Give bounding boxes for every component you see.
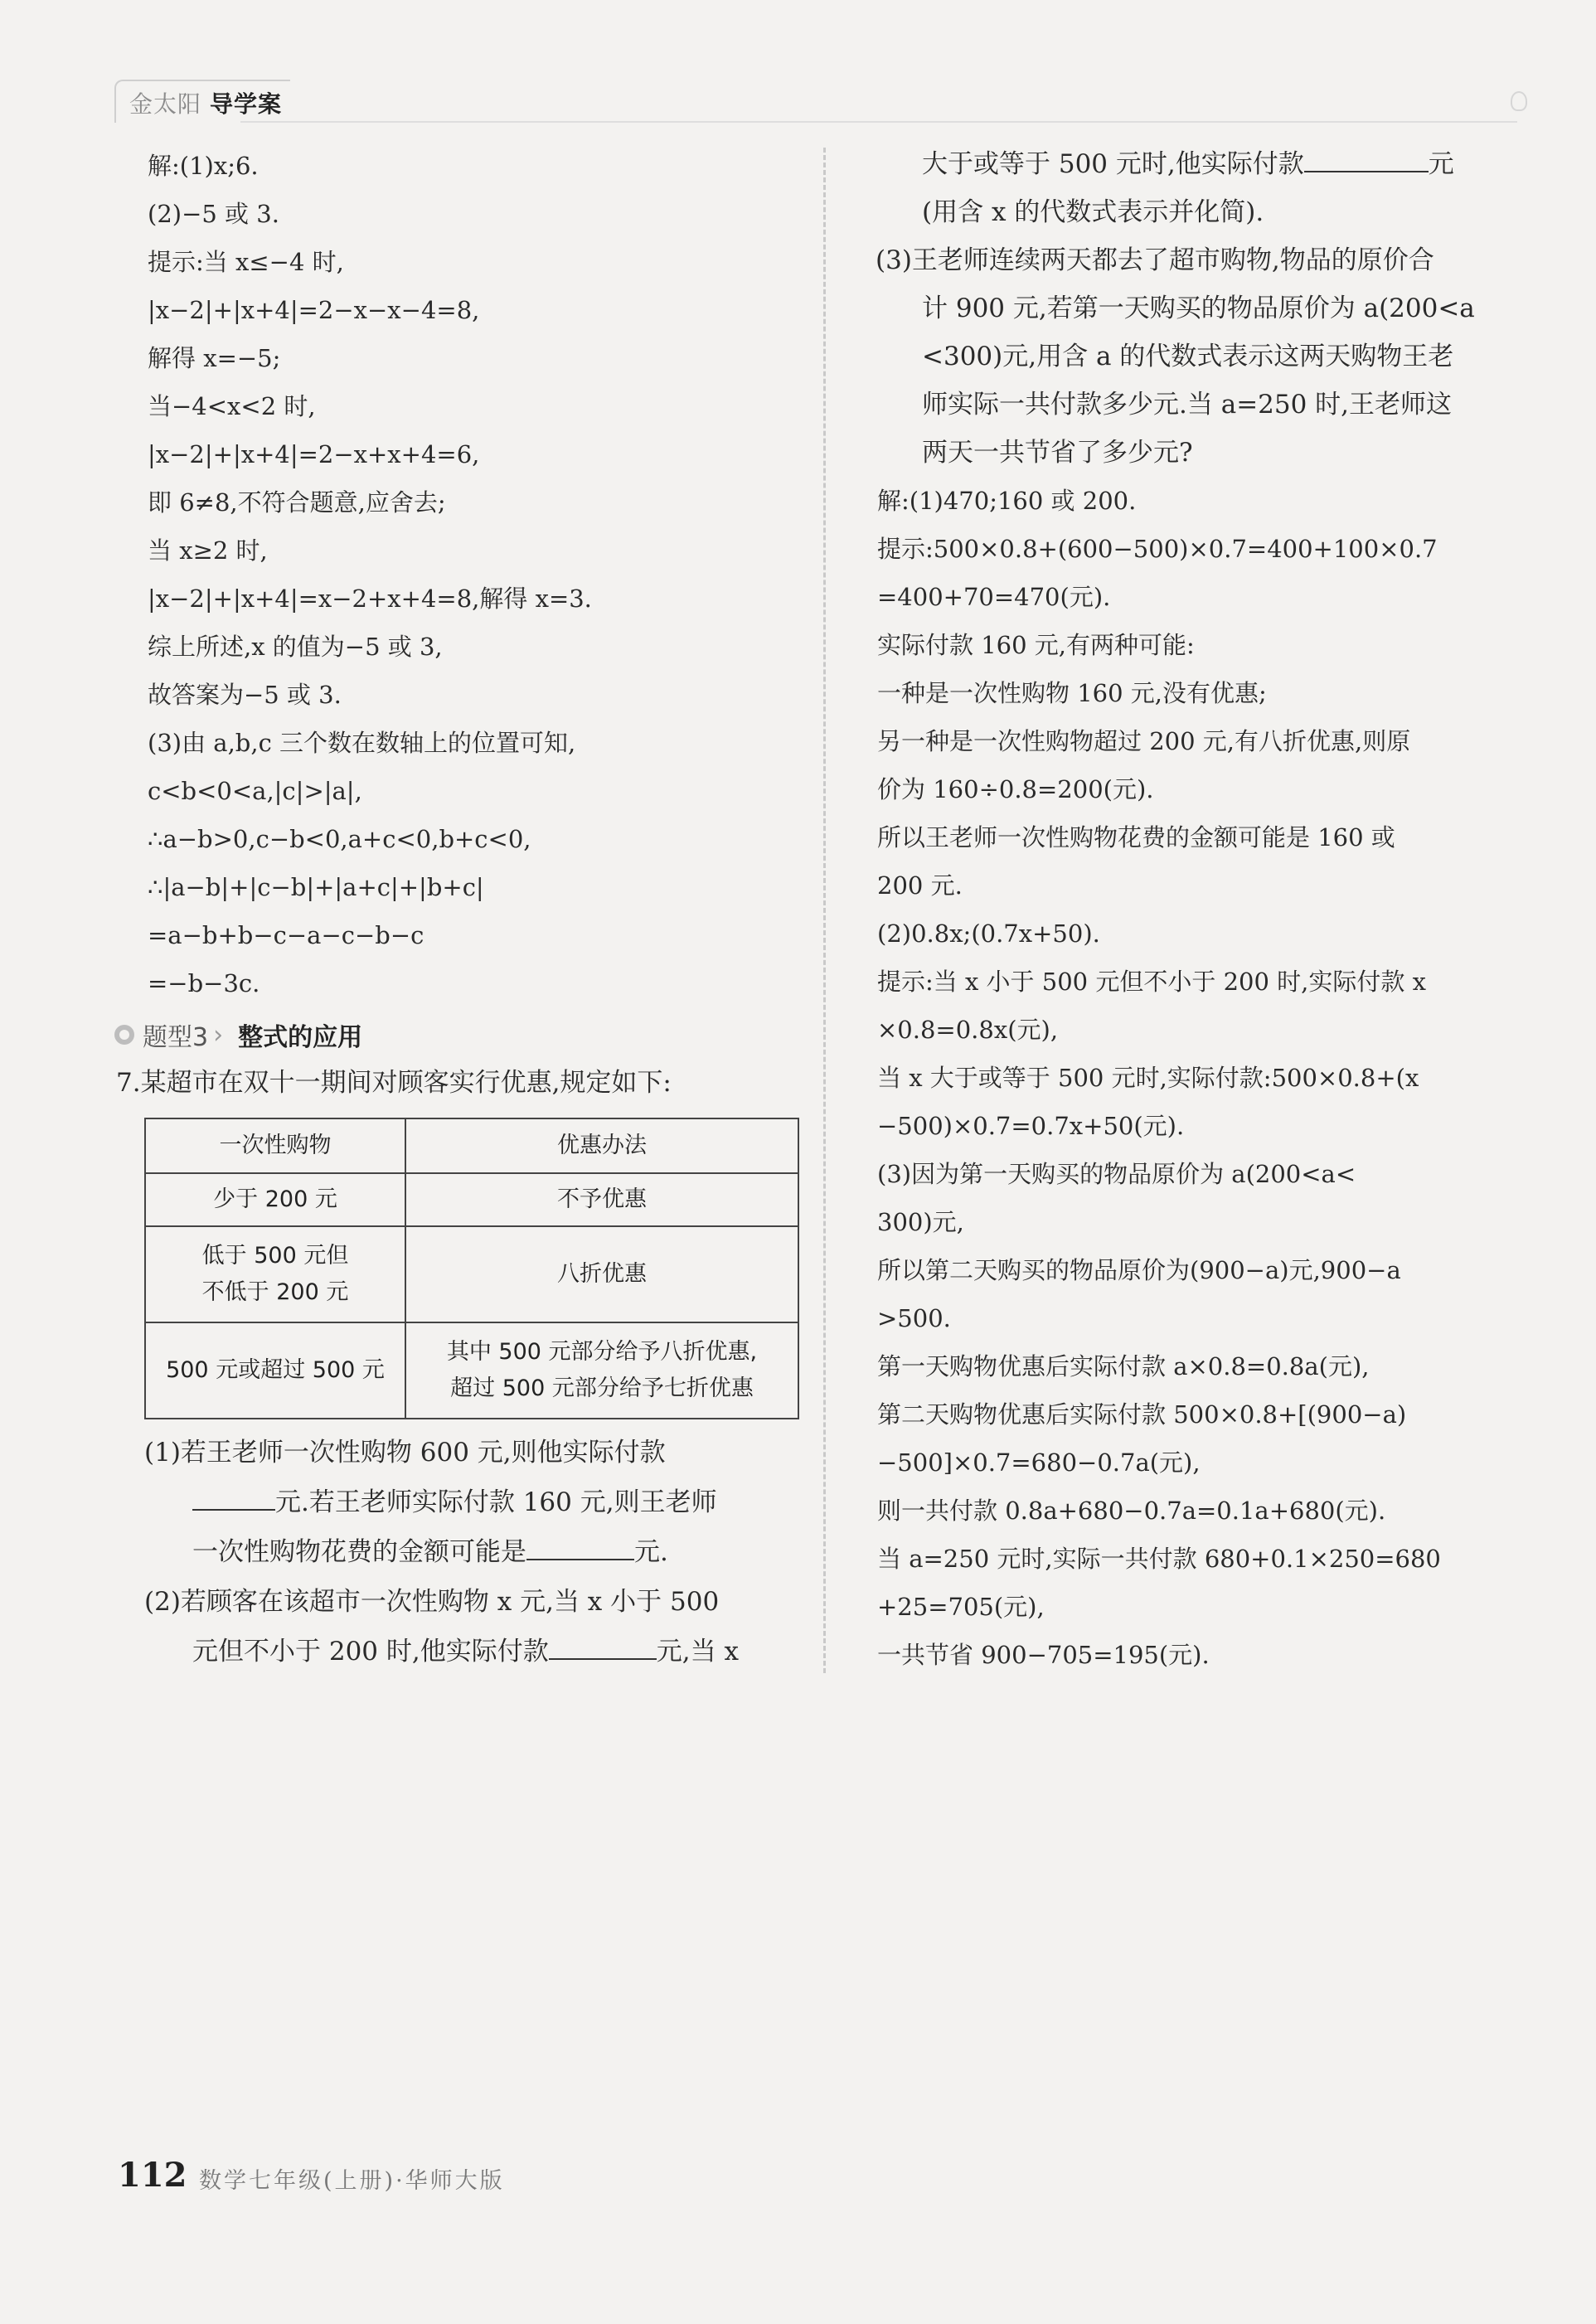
question-line: (2)若顾客在该超市一次性购物 x 元,当 x 小于 500 xyxy=(144,1587,720,1617)
solution-line: 所以第二天购买的物品原价为(900−a)元,900−a xyxy=(877,1256,1401,1284)
question-text: 一次性购物花费的金额可能是 xyxy=(192,1537,526,1567)
solution-line: ∴|a−b|+|c−b|+|a+c|+|b+c| xyxy=(148,873,484,901)
series-name: 导学案 xyxy=(210,90,283,118)
solution-line: +25=705(元), xyxy=(877,1593,1045,1621)
solution-line: 故答案为−5 或 3. xyxy=(148,681,342,709)
question-line xyxy=(922,148,1454,181)
table-cell: 500 元或超过 500 元 xyxy=(145,1322,405,1419)
solution-line: 当 x 大于或等于 500 元时,实际付款:500×0.8+(x xyxy=(877,1064,1419,1092)
question-line: (用含 x 的代数式表示并化简). xyxy=(922,197,1264,227)
solution-line: =a−b+b−c−a−c−b−c xyxy=(148,921,424,949)
question-text: 大于或等于 500 元时,他实际付款 xyxy=(922,149,1304,179)
table-cell: 不予优惠 xyxy=(405,1173,798,1226)
table-cell: 低于 500 元但 不低于 200 元 xyxy=(145,1226,405,1322)
section-icon xyxy=(114,1025,134,1045)
brand-logo xyxy=(114,80,290,123)
solution-line: 解得 x=−5; xyxy=(148,344,281,372)
answer-blank[interactable] xyxy=(526,1536,634,1560)
answer-blank[interactable] xyxy=(549,1635,657,1660)
solution-line: (2)0.8x;(0.7x+50). xyxy=(877,919,1100,948)
question-text: 元,当 x xyxy=(656,1637,739,1667)
answer-blank[interactable] xyxy=(192,1486,275,1511)
solution-line: −500)×0.7=0.7x+50(元). xyxy=(877,1112,1185,1140)
solution-line: >500. xyxy=(877,1304,951,1332)
solution-line: |x−2|+|x+4|=x−2+x+4=8,解得 x=3. xyxy=(148,585,592,613)
solution-line: ∴a−b>0,c−b<0,a+c<0,b+c<0, xyxy=(148,825,531,853)
question-text: 元但不小于 200 时,他实际付款 xyxy=(192,1637,549,1667)
table-row xyxy=(145,1226,798,1322)
page-header xyxy=(114,80,290,123)
solution-line: c<b<0<a,|c|>|a|, xyxy=(148,777,362,805)
table-cell: 少于 200 元 xyxy=(145,1173,405,1226)
solution-line: 提示:500×0.8+(600−500)×0.7=400+100×0.7 xyxy=(877,535,1438,563)
table-row xyxy=(145,1173,798,1226)
section-heading xyxy=(114,1013,362,1056)
solution-line: 提示:当 x≤−4 时, xyxy=(148,248,344,276)
section-title: 整式的应用 xyxy=(238,1023,363,1052)
table-header: 一次性购物 xyxy=(145,1118,405,1173)
column-divider xyxy=(823,148,826,1673)
solution-line: |x−2|+|x+4|=2−x+x+4=6, xyxy=(148,440,480,468)
bulb-icon xyxy=(1511,91,1527,111)
brand-name: 金太阳 xyxy=(129,90,202,118)
question-text: 元.若王老师实际付款 160 元,则王老师 xyxy=(275,1487,717,1517)
question-line: <300)元,用含 a 的代数式表示这两天购物王老 xyxy=(922,342,1454,371)
solution-line: =−b−3c. xyxy=(148,969,260,997)
solution-line: |x−2|+|x+4|=2−x−x−4=8, xyxy=(148,296,480,324)
solution-line: 当−4<x<2 时, xyxy=(148,392,316,420)
solution-line: 解:(1)x;6. xyxy=(148,152,259,180)
table-cell: 八折优惠 xyxy=(405,1226,798,1322)
solution-line: 实际付款 160 元,有两种可能: xyxy=(877,631,1195,659)
question-line: (3)王老师连续两天都去了超市购物,物品的原价合 xyxy=(876,245,1434,275)
question-line: 计 900 元,若第一天购买的物品原价为 a(200<a xyxy=(922,294,1475,323)
solution-line: 解:(1)470;160 或 200. xyxy=(877,487,1137,515)
solution-line: 提示:当 x 小于 500 元但不小于 200 时,实际付款 x xyxy=(877,968,1426,996)
problem-stem: 7.某超市在双十一期间对顾客实行优惠,规定如下: xyxy=(116,1068,672,1098)
solution-line: 综上所述,x 的值为−5 或 3, xyxy=(148,633,443,661)
solution-line: (3)因为第一天购买的物品原价为 a(200<a< xyxy=(877,1160,1356,1188)
question-text: 元. xyxy=(634,1537,668,1567)
solution-line: 即 6≠8,不符合题意,应舍去; xyxy=(148,488,446,517)
answer-blank[interactable] xyxy=(1304,148,1429,172)
discount-table xyxy=(144,1118,799,1419)
book-title: 数学七年级(上册)·华师大版 xyxy=(199,2168,505,2194)
solution-line: ×0.8=0.8x(元), xyxy=(877,1016,1059,1044)
chevron-right-icon: › xyxy=(213,1020,224,1050)
section-label: 题型3 xyxy=(143,1023,209,1052)
question-line xyxy=(192,1536,668,1569)
table-cell: 其中 500 元部分给予八折优惠, 超过 500 元部分给予七折优惠 xyxy=(405,1322,798,1419)
solution-line: 则一共付款 0.8a+680−0.7a=0.1a+680(元). xyxy=(877,1497,1386,1525)
solution-line: 200 元. xyxy=(877,871,963,900)
solution-line: 所以王老师一次性购物花费的金额可能是 160 或 xyxy=(877,823,1395,851)
question-line xyxy=(192,1486,717,1519)
solution-line: −500]×0.7=680−0.7a(元), xyxy=(877,1448,1201,1477)
solution-line: (3)由 a,b,c 三个数在数轴上的位置可知, xyxy=(148,729,576,757)
question-line: 师实际一共付款多少元.当 a=250 时,王老师这 xyxy=(922,390,1453,420)
question-line xyxy=(192,1635,739,1668)
solution-line: 第一天购物优惠后实际付款 a×0.8=0.8a(元), xyxy=(877,1352,1370,1380)
question-line: (1)若王老师一次性购物 600 元,则他实际付款 xyxy=(144,1438,666,1468)
solution-line: 一种是一次性购物 160 元,没有优惠; xyxy=(877,679,1267,707)
question-line: 两天一共节省了多少元? xyxy=(922,438,1193,468)
question-text: 元 xyxy=(1428,149,1454,179)
solution-line: 300)元, xyxy=(877,1208,964,1236)
page-number: 112 xyxy=(118,2156,187,2195)
solution-line: 当 a=250 元时,实际一共付款 680+0.1×250=680 xyxy=(877,1545,1441,1573)
solution-line: 当 x≥2 时, xyxy=(148,536,268,565)
solution-line: 价为 160÷0.8=200(元). xyxy=(877,775,1154,803)
solution-line: (2)−5 或 3. xyxy=(148,200,279,228)
solution-line: 另一种是一次性购物超过 200 元,有八折优惠,则原 xyxy=(877,727,1411,755)
solution-line: =400+70=470(元). xyxy=(877,583,1111,611)
solution-line: 一共节省 900−705=195(元). xyxy=(877,1641,1210,1669)
table-header-row xyxy=(145,1118,798,1173)
header-rule xyxy=(240,121,1517,123)
table-header: 优惠办法 xyxy=(405,1118,798,1173)
table-row xyxy=(145,1322,798,1419)
solution-line: 第二天购物优惠后实际付款 500×0.8+[(900−a) xyxy=(877,1400,1407,1429)
